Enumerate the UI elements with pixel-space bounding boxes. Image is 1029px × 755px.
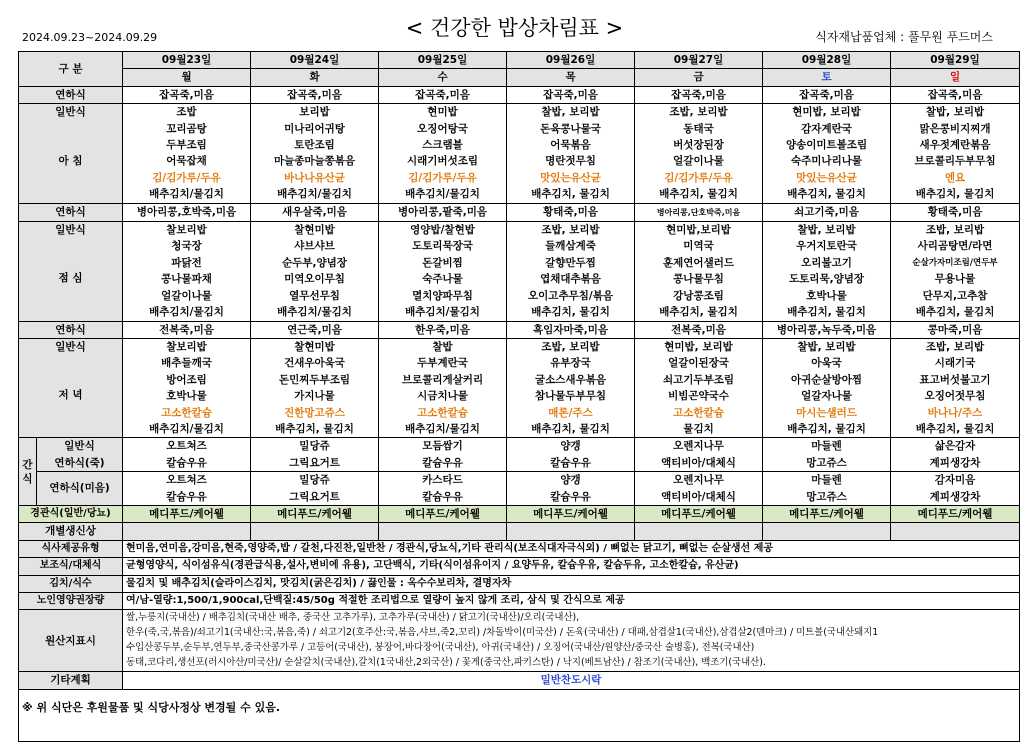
breakfast-item: 찰밥, 보리밥: [925, 106, 985, 119]
nutrition-label: 보조식/대체식: [39, 560, 102, 572]
dinner-item: 표고버섯불고기: [919, 373, 991, 386]
lunch-item: 현미밥,보리밥: [666, 224, 731, 237]
dinner-item: 고소한칼슘: [417, 406, 468, 419]
lunch-item: 파닭전: [171, 256, 202, 269]
snack-item: 모듬쌈기: [422, 440, 463, 453]
dinner-item: 건새우아욱국: [284, 357, 345, 370]
snack-soft-juk-label: 연하식(죽): [54, 456, 105, 469]
day-date: 09월23일: [161, 54, 212, 66]
origin-line: 수입산콩두부,순두부,연두부,중국산콩가루 / 고등어(국내산), 붕장어,바다장어(국내산), 아귀(국내산) / 오징어(국내산/원양산/중국산 술병홍), 전복(국내산): [126, 642, 755, 654]
day-date: 09월29일: [930, 54, 980, 66]
tube-item: 메디푸드/케어웰: [405, 507, 480, 520]
breakfast-item: 미나리어귀탕: [284, 122, 345, 135]
page-title: < 건강한 밥상차림표 >: [405, 16, 624, 40]
tube-item: 메디푸드/케어웰: [533, 507, 608, 520]
breakfast-item: 숙주미나리나물: [791, 155, 863, 168]
breakfast-item: 맛있는유산균: [796, 171, 857, 184]
breakfast-item: 조밥, 보리밥: [669, 106, 728, 119]
dinner-soft-item: 전복죽,미음: [159, 323, 214, 336]
snack-mieum-item: 마들렌: [811, 474, 842, 487]
day-date: 09월24일: [289, 54, 340, 66]
lunch-item: 호박나물: [806, 289, 847, 302]
snack-mieum-item: 칼슘우유: [422, 490, 463, 503]
breakfast-item: 두부조림: [166, 139, 207, 152]
dinner-item: 찰보리밥: [166, 340, 207, 353]
snack-mieum-item: 칼슘우유: [550, 490, 591, 503]
tube-item: 메디푸드/케어웰: [917, 507, 993, 520]
lunch-item: 도토리묵장국: [412, 240, 473, 253]
dinner-soft-item: 흑임자마죽,미음: [533, 323, 609, 336]
lunch-item: 찰보리밥: [166, 224, 207, 237]
dinner-item: 시금치나물: [417, 390, 468, 403]
dinner-item: 조밥, 보리밥: [541, 340, 600, 353]
snack-item: 액티비아/대체식: [661, 456, 736, 469]
breakfast-item: 명란젓무침: [545, 155, 596, 168]
footnote: ※ 위 식단은 후원물품 및 식당사정상 변경될 수 있음.: [22, 700, 281, 714]
snack-item: 오트쳐즈: [166, 440, 207, 453]
dinner-item: 배추김치, 물김치: [915, 422, 995, 435]
lunch-item: 멸치양파무침: [412, 289, 473, 302]
dinner-item: 배추들깨국: [161, 357, 212, 370]
tube-item: 메디푸드/케어웰: [277, 507, 352, 520]
other-plan-value: 밀반찬도시락: [540, 674, 602, 687]
lunch-soft-item: 쇠고기죽,미음: [794, 205, 859, 218]
general-label: 일반식: [55, 106, 86, 119]
snack-general-label: 일반식: [64, 440, 95, 453]
breakfast-item: 현미밥, 보리밥: [792, 106, 861, 119]
day-date: 09월27일: [673, 54, 724, 66]
breakfast-item: 배추김치, 물김치: [659, 188, 738, 201]
soft-label: 연하식: [55, 205, 86, 218]
breakfast-item: 꼬리곰탕: [166, 122, 207, 135]
lunch-item: 배추김치, 물김치: [531, 306, 610, 319]
dinner-item: 배추김치, 물김치: [787, 422, 866, 435]
snack-mieum-item: 액티비아/대체식: [661, 490, 736, 503]
lunch-item: 순살가자미조림/연두부: [912, 257, 998, 268]
breakfast-item: 보리밥: [299, 106, 330, 119]
dinner-item: 얼갈이된장국: [668, 357, 729, 370]
individual-birthday-label: 개별생신상: [45, 525, 96, 538]
lunch-item: 미역오이무침: [284, 273, 345, 286]
lunch-item: 무용나물: [934, 273, 976, 286]
lunch-soft-item: 황태죽,미음: [543, 205, 598, 218]
snack-item: 칼슘우유: [422, 456, 463, 469]
dinner-item: 찰현미밥: [294, 340, 335, 353]
day-of-week: 목: [565, 71, 576, 84]
lunch-item: 얼갈이나물: [161, 289, 212, 302]
snack-item: 칼슘우유: [550, 456, 591, 469]
weekly-menu-table: [18, 51, 1020, 742]
snack-mieum-item: 그릭요거트: [289, 490, 340, 503]
breakfast-soft-item: 잡곡죽,미음: [543, 88, 598, 101]
lunch-item: 오이고추무침/볶음: [528, 289, 613, 302]
breakfast-item: 김/김가루/두유: [664, 171, 733, 184]
snack-item: 양갱: [560, 440, 581, 453]
breakfast-item: 스크램블: [422, 139, 463, 152]
lunch-item: 배추김치/물김치: [405, 306, 480, 319]
lunch-item: 배추김치/물김치: [149, 306, 224, 319]
breakfast-item: 배추김치, 물김치: [531, 188, 610, 201]
general-label: 일반식: [55, 224, 86, 237]
breakfast-label: 아 침: [58, 154, 83, 167]
breakfast-item: 시래기버섯조림: [407, 155, 479, 168]
lunch-soft-item: 황태죽,미음: [927, 205, 983, 218]
breakfast-item: 김/김가루/두유: [408, 171, 477, 184]
breakfast-item: 찰밥, 보리밥: [541, 106, 600, 119]
snack-item: 밀당쥬: [299, 440, 330, 453]
breakfast-soft-item: 잡곡죽,미음: [415, 88, 470, 101]
lunch-item: 강낭콩조림: [673, 289, 724, 302]
snack-mieum-item: 오렌지나무: [673, 474, 724, 487]
dinner-item: 배추김치/물김치: [405, 422, 480, 435]
origin-line: 쌀,누룽지(국내산) / 배추김치(국내산 배추, 중국산 고추가루), 고추가루(국내산) / 닭고기(국내산)/오리(국내산),: [126, 612, 580, 624]
snack-mieum-item: 오트쳐즈: [166, 474, 207, 487]
gubun-label: 구 분: [58, 62, 83, 75]
breakfast-item: 배추김치, 물김치: [915, 188, 995, 201]
dinner-soft-item: 연근죽,미음: [287, 323, 342, 336]
kimchi-label: 김치/식수: [49, 577, 92, 589]
snack-mieum-item: 망고쥬스: [806, 490, 847, 503]
snack-mieum-item: 밀당쥬: [299, 474, 330, 487]
dinner-soft-item: 전복죽,미음: [671, 323, 726, 336]
dinner-item: 아귀순살방아찜: [791, 373, 863, 386]
snack-soft-mieum-label: 연하식(미음): [49, 482, 110, 495]
lunch-item: 배추김치, 물김치: [915, 306, 995, 319]
breakfast-item: 브로콜리두부무침: [914, 155, 996, 168]
supplier-label: 식자재납품업체 : 풀무원 푸드머스: [815, 30, 993, 44]
breakfast-item: 바나나유산균: [284, 171, 345, 184]
breakfast-item: 마늘종마늘쫑볶음: [273, 155, 356, 168]
lunch-item: 사리곰탕면/라면: [917, 240, 993, 253]
day-date: 09월25일: [417, 54, 468, 66]
elderly-cal-label: 노인영양권장량: [36, 595, 105, 606]
snack-label: 간식: [22, 458, 33, 485]
tube-item: 메디푸드/케어웰: [789, 507, 864, 520]
lunch-soft-item: 병아리콩,단호박죽,미음: [656, 207, 741, 217]
dinner-item: 오징어젓무침: [924, 390, 986, 403]
dinner-item: 유부장국: [550, 357, 591, 370]
dinner-item: 두부계란국: [417, 357, 468, 370]
breakfast-item: 맛있는유산균: [540, 171, 601, 184]
soft-label: 연하식: [55, 88, 86, 101]
lunch-item: 오리불고기: [801, 256, 852, 269]
dinner-item: 배추김치/물김치: [149, 422, 224, 435]
snack-mieum-item: 양갱: [560, 474, 581, 487]
lunch-item: 미역국: [683, 240, 714, 253]
lunch-item: 훈제연어샐러드: [663, 256, 735, 269]
menu-period: 2024.09.23~2024.09.29: [22, 31, 158, 44]
dinner-item: 배추김치, 물김치: [275, 422, 354, 435]
day-of-week: 월: [181, 71, 192, 84]
snack-item: 계피생강차: [929, 456, 981, 469]
snack-item: 그릭요거트: [289, 456, 340, 469]
dinner-item: 참나물두부무침: [535, 390, 607, 403]
other-plan-label: 기타계획: [50, 674, 91, 687]
general-label: 일반식: [55, 340, 86, 353]
dinner-item: 고소한칼슘: [673, 406, 724, 419]
breakfast-item: 오징어탕국: [417, 122, 468, 135]
dinner-soft-item: 병아리콩,녹두죽,미음: [776, 323, 877, 336]
lunch-item: 돈갈비찜: [422, 256, 463, 269]
breakfast-item: 엔요: [944, 171, 966, 184]
elderly-cal-value: 여/남-열량:1,500/1,900cal,단백질:45/50g 적절한 조리법으로 열량이 높지 않게 조리, 삼식 및 간식으로 제공: [126, 595, 625, 606]
dinner-item: 방어조림: [166, 373, 207, 386]
breakfast-item: 배추김치/물김치: [149, 188, 224, 201]
dinner-item: 매론/주스: [548, 406, 593, 419]
dinner-item: 찰밥, 보리밥: [797, 340, 856, 353]
meal-type-value: 현미음,연미음,강미음,현죽,영양죽,밥 / 갈천,다진찬,일반찬 / 경관식,당뇨식,기타 관리식(보조식대자극식외) / 뼈없는 닭고기, 뼈없는 순살생선 제공: [126, 542, 774, 554]
breakfast-item: 양송이미트볼조림: [785, 139, 868, 152]
day-of-week: 수: [437, 71, 448, 84]
snack-mieum-item: 칼슘우유: [166, 490, 207, 503]
tube-item: 메디푸드/케어웰: [661, 507, 736, 520]
breakfast-item: 현미밥: [427, 106, 458, 119]
lunch-item: 열무선무침: [289, 289, 340, 302]
dinner-soft-item: 콩마죽,미음: [927, 323, 983, 336]
snack-mieum-item: 카스타드: [422, 474, 463, 487]
lunch-soft-item: 병아리콩,팥죽,미음: [397, 205, 488, 218]
dinner-item: 비빔곤약국수: [668, 390, 729, 403]
lunch-item: 영양밥/찰현밥: [410, 224, 475, 237]
breakfast-item: 맑은콩비지찌개: [919, 122, 991, 135]
lunch-item: 배추김치/물김치: [277, 306, 352, 319]
dinner-item: 호박나물: [166, 390, 207, 403]
lunch-label: 점 심: [58, 272, 83, 285]
dinner-item: 마시는샐러드: [796, 406, 857, 419]
snack-item: 삶은감자: [934, 440, 976, 453]
origin-line: 한우(죽,국,볶음)/쇠고기1(국내산:국,볶음,죽) / 쇠고기2(호주산:국,볶음,샤브,죽2,꼬리) /차돌박이(미국산) / 돈육(국내산) / 대패,삼겹살1(국내산),삼겹살2(덴마크) / 미트볼(국내산돼지1: [126, 627, 879, 639]
breakfast-item: 돈육콩나물국: [540, 122, 601, 135]
breakfast-item: 감자계란국: [801, 122, 852, 135]
lunch-item: 청국장: [171, 240, 202, 253]
tube-label: 경관식(일반/당뇨): [30, 507, 111, 519]
day-date: 09월28일: [801, 54, 852, 66]
dinner-item: 고소한칼슘: [161, 406, 212, 419]
lunch-item: 숙주나물: [422, 273, 463, 286]
lunch-item: 갈향만두찜: [545, 256, 596, 269]
lunch-item: 조밥, 보리밥: [541, 224, 600, 237]
nutrition-value: 균형영양식, 식이섬유식(경관급식용,설사,변비에 유용), 고단백식, 기타(식이섬유이지 / 요양두유, 칼슘우유, 칼슘두유, 고소한칼슘, 유산균): [126, 560, 739, 572]
lunch-item: 엽채대추볶음: [540, 273, 601, 286]
dinner-label: 저 녁: [58, 389, 83, 402]
dinner-item: 바나나/주스: [927, 406, 983, 419]
dinner-item: 현미밥, 보리밥: [664, 340, 733, 353]
breakfast-item: 토란조림: [294, 139, 335, 152]
day-of-week: 화: [309, 71, 320, 84]
day-date: 09월26일: [545, 54, 596, 66]
day-of-week: 금: [693, 71, 704, 84]
dinner-item: 배추김치, 물김치: [531, 422, 610, 435]
breakfast-soft-item: 잡곡죽,미음: [671, 88, 726, 101]
lunch-item: 콩나물무침: [673, 273, 724, 286]
dinner-item: 조밥, 보리밥: [925, 340, 985, 353]
lunch-soft-item: 병아리콩,호박죽,미음: [136, 205, 237, 218]
snack-item: 칼슘우유: [166, 456, 207, 469]
breakfast-soft-item: 잡곡죽,미음: [159, 88, 214, 101]
breakfast-item: 어묵잡채: [166, 155, 207, 168]
dinner-item: 시래기국: [934, 357, 976, 370]
dinner-item: 돈민찌두부조림: [279, 373, 351, 386]
dinner-item: 굴소스새우볶음: [535, 373, 607, 386]
dinner-item: 얼갈자나물: [801, 390, 852, 403]
breakfast-item: 새우젓계란볶음: [919, 139, 991, 152]
breakfast-soft-item: 잡곡죽,미음: [287, 88, 342, 101]
meal-type-label: 식사제공유형: [41, 542, 100, 554]
lunch-item: 배추김치, 물김치: [659, 306, 738, 319]
lunch-soft-item: 새우살죽,미음: [282, 205, 347, 218]
lunch-item: 샤브샤브: [294, 240, 335, 253]
dinner-item: 물김치: [683, 422, 714, 435]
dinner-item: 가지나물: [294, 390, 335, 403]
dinner-soft-item: 한우죽,미음: [415, 323, 470, 336]
breakfast-item: 배추김치/물김치: [277, 188, 352, 201]
snack-item: 오렌지나무: [673, 440, 724, 453]
tube-item: 메디푸드/케어웰: [149, 507, 224, 520]
breakfast-item: 배추김치/물김치: [405, 188, 480, 201]
breakfast-item: 배추김치, 물김치: [787, 188, 866, 201]
snack-mieum-item: 감자미음: [934, 474, 976, 487]
lunch-item: 콩나물파채: [161, 273, 212, 286]
breakfast-item: 동태국: [683, 122, 714, 135]
lunch-item: 배추김치, 물김치: [787, 306, 866, 319]
day-of-week: 일: [949, 71, 961, 84]
breakfast-item: 조밥: [176, 106, 197, 119]
snack-item: 마들렌: [811, 440, 842, 453]
breakfast-soft-item: 잡곡죽,미음: [799, 88, 854, 101]
breakfast-soft-item: 잡곡죽,미음: [927, 88, 983, 101]
snack-item: 망고쥬스: [806, 456, 847, 469]
lunch-item: 우거지토란국: [796, 240, 857, 253]
breakfast-item: 어묵볶음: [550, 139, 591, 152]
lunch-item: 조밥, 보리밥: [925, 224, 985, 237]
breakfast-item: 김/김가루/두유: [152, 171, 221, 184]
snack-mieum-item: 계피생강차: [929, 490, 981, 503]
lunch-item: 도토리묵,양념장: [789, 273, 865, 286]
lunch-item: 들깨삼계죽: [545, 240, 596, 253]
soft-label: 연하식: [55, 323, 86, 336]
day-of-week: 토: [821, 71, 832, 84]
dinner-item: 브로콜리게살커리: [401, 373, 484, 386]
lunch-item: 찰현미밥: [294, 224, 335, 237]
lunch-item: 단무지,고추참: [922, 289, 988, 302]
origin-line: 동태,코다리,생선포(러시아산/미국산)/ 순살갈치(국내산),갈치(1국내산,2외국산) / 꽃게(중국산,파키스탄) / 낙지(베트남산) / 참조기(국내산), 백조기(국내산).: [126, 657, 766, 669]
lunch-item: 순두부,양념장: [282, 256, 347, 269]
dinner-item: 아욱국: [811, 357, 842, 370]
lunch-item: 찰밥, 보리밥: [797, 224, 856, 237]
dinner-item: 찰밥: [432, 340, 453, 353]
kimchi-value: 물김치 및 배추김치(슬라이스김치, 맛김치(굵은김치) / 끓인물 : 옥수수보리차, 결명자차: [126, 577, 512, 589]
dinner-item: 쇠고기두부조림: [663, 373, 735, 386]
origin-label: 원산지표시: [45, 634, 96, 647]
dinner-item: 진한망고쥬스: [284, 406, 345, 419]
breakfast-item: 버섯장된장: [673, 139, 724, 152]
breakfast-item: 얼갈이나물: [673, 155, 724, 168]
